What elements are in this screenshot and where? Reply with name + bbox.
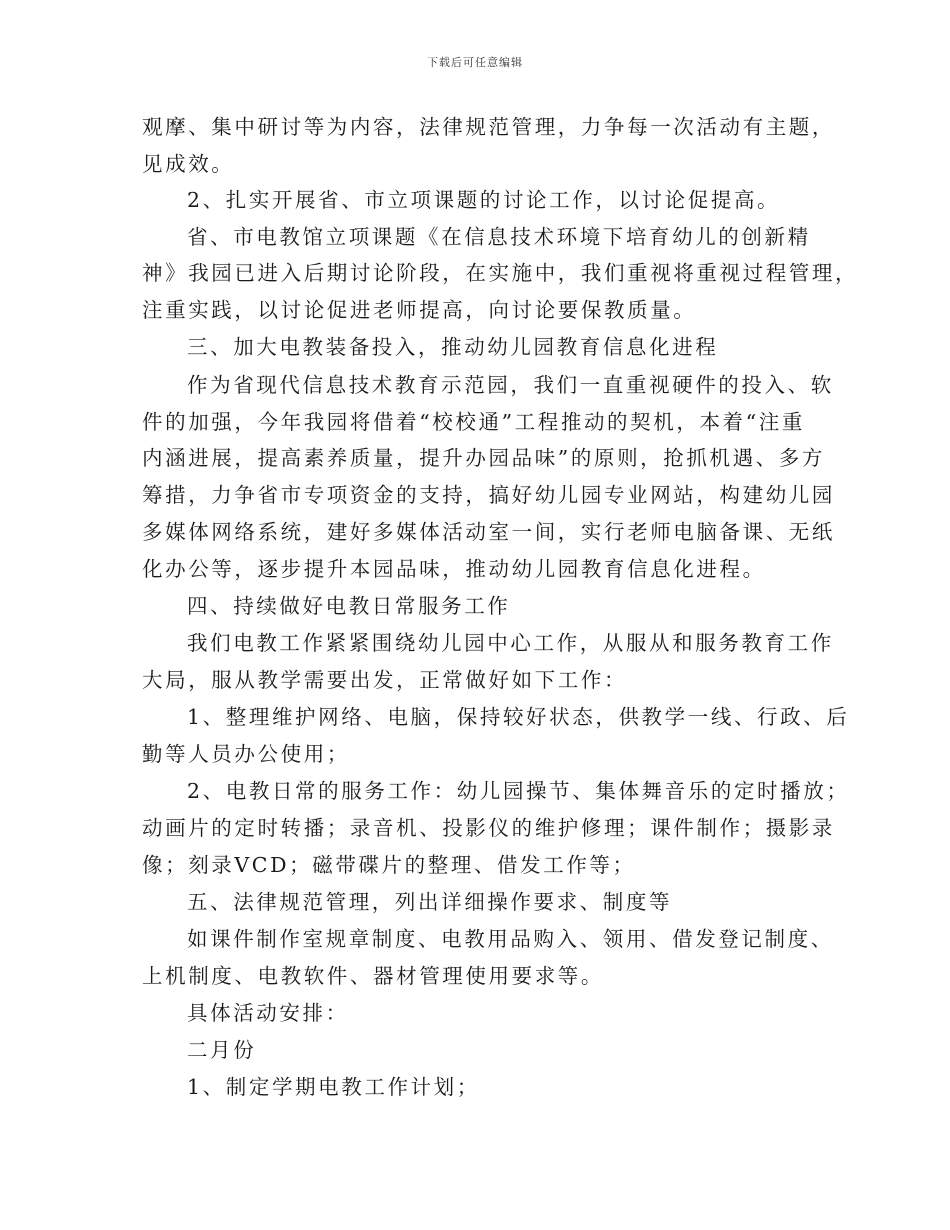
text-line: 具体活动安排： — [187, 1001, 349, 1025]
text-line: 1、制定学期电教工作计划； — [187, 1075, 480, 1099]
text-line: 动画片的定时转播；录音机、投影仪的维护修理；课件制作；摄影录 — [142, 816, 835, 840]
section-heading: 五、法律规范管理，列出详细操作要求、制度等 — [187, 890, 673, 914]
text-line: 件的加强，今年我园将借着“校校通”工程推动的契机，本着“注重 — [142, 410, 805, 434]
text-line: 作为省现代信息技术教育示范园，我们一直重视硬件的投入、软 — [187, 373, 834, 397]
text-line: 2、电教日常的服务工作：幼儿园操节、集体舞音乐的定时播放； — [187, 779, 850, 803]
text-line: 化办公等，逐步提升本园品味，推动幼儿园教育信息化进程。 — [142, 557, 766, 581]
page-header-note: 下载后可任意编辑 — [427, 56, 523, 69]
text-line: 见成效。 — [142, 152, 235, 176]
text-line: 省、市电教馆立项课题《在信息技术环境下培育幼儿的创新精 — [187, 225, 811, 249]
text-line: 1、整理维护网络、电脑，保持较好状态，供教学一线、行政、后 — [187, 705, 850, 729]
text-line: 勤等人员办公使用； — [142, 742, 350, 766]
section-heading: 三、加大电教装备投入，推动幼儿园教育信息化进程 — [187, 335, 719, 359]
section-heading: 四、持续做好电教日常服务工作 — [187, 594, 511, 618]
text-line: 上机制度、电教软件、器材管理使用要求等。 — [142, 964, 604, 988]
text-line: 如课件制作室规章制度、电教用品购入、领用、借发登记制度、 — [187, 927, 834, 951]
text-line: 神》我园已进入后期讨论阶段，在实施中，我们重视将重视过程管理， — [142, 261, 859, 285]
text-line: 观摩、集中研讨等为内容，法律规范管理，力争每一次活动有主题， — [142, 115, 835, 139]
text-line: 大局，服从教学需要出发，正常做好如下工作： — [142, 668, 628, 692]
text-line: 筹措，力争省市专项资金的支持，搞好幼儿园专业网站，构建幼儿园 — [142, 483, 835, 507]
text-line: 内涵进展，提高素养质量，提升办园品味”的原则，抢抓机遇、多方 — [142, 446, 825, 470]
text-line: 注重实践，以讨论促进老师提高，向讨论要保教质量。 — [142, 298, 697, 322]
text-line: 我们电教工作紧紧围绕幼儿园中心工作，从服从和服务教育工作 — [187, 631, 834, 655]
text-line: 2、扎实开展省、市立项课题的讨论工作，以讨论促提高。 — [187, 188, 781, 212]
text-line: 像；刻录VCD；磁带碟片的整理、借发工作等； — [142, 853, 636, 877]
text-line: 多媒体网络系统，建好多媒体活动室一间，实行老师电脑备课、无纸 — [142, 520, 835, 544]
text-line: 二月份 — [187, 1038, 257, 1062]
